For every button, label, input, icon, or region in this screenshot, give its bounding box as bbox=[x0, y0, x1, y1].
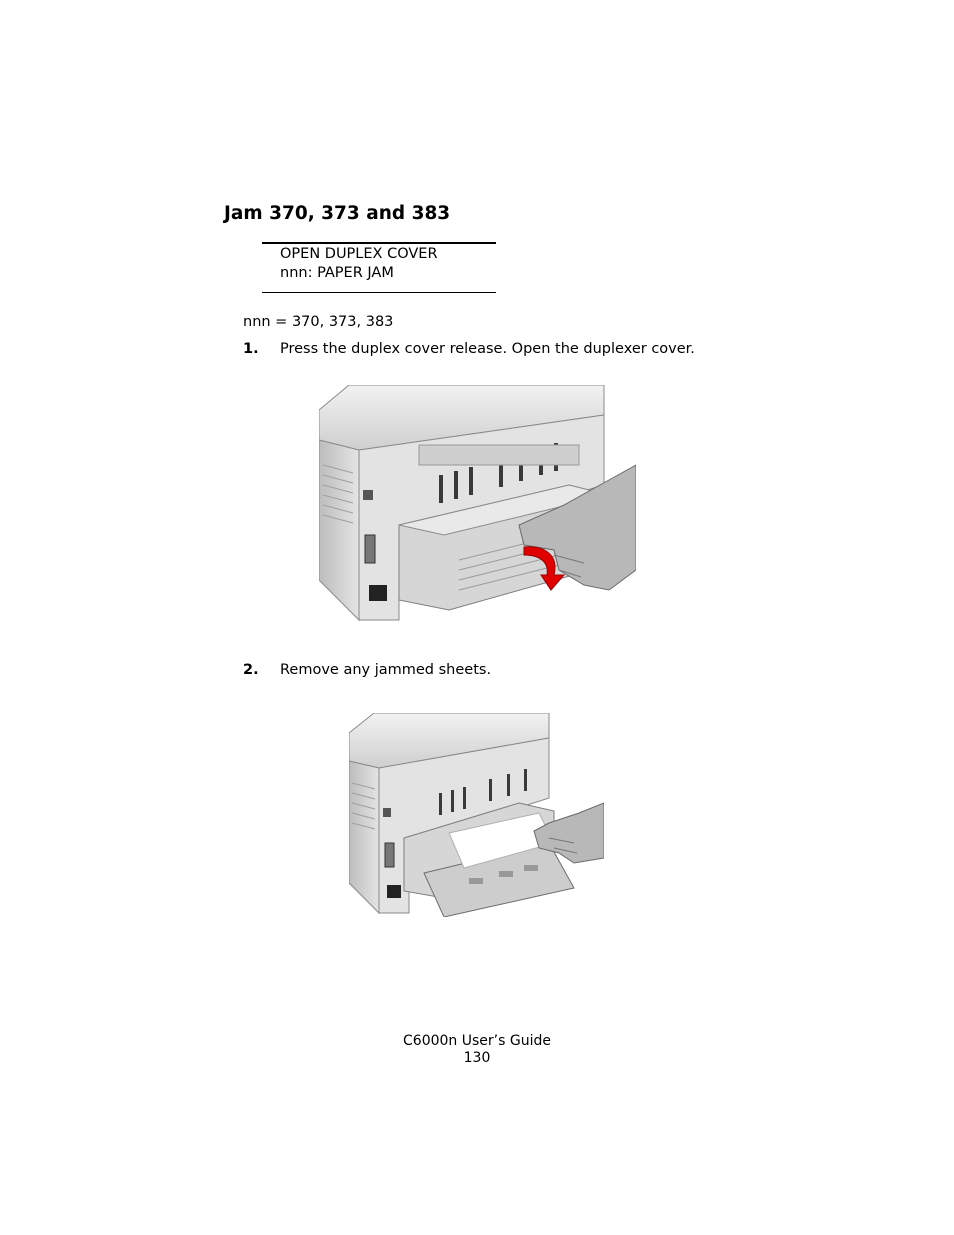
display-line-2: nnn: PAPER JAM bbox=[280, 265, 394, 281]
step-2-number: 2. bbox=[243, 662, 259, 678]
step-2-text: Remove any jammed sheets. bbox=[280, 662, 492, 678]
figure-open-duplexer-cover bbox=[319, 385, 636, 623]
codes-line: nnn = 370, 373, 383 bbox=[243, 314, 394, 330]
section-title: Jam 370, 373 and 383 bbox=[224, 203, 451, 224]
step-1-number: 1. bbox=[243, 341, 259, 357]
figure-remove-jammed-sheets bbox=[349, 713, 604, 917]
step-1-text: Press the duplex cover release. Open the duplexer cover. bbox=[280, 341, 695, 357]
display-panel-message bbox=[262, 242, 496, 293]
display-line-1: OPEN DUPLEX COVER bbox=[280, 246, 438, 262]
footer-guide-title: C6000n User’s Guide bbox=[403, 1033, 551, 1049]
footer-page-number: 130 bbox=[463, 1050, 491, 1066]
